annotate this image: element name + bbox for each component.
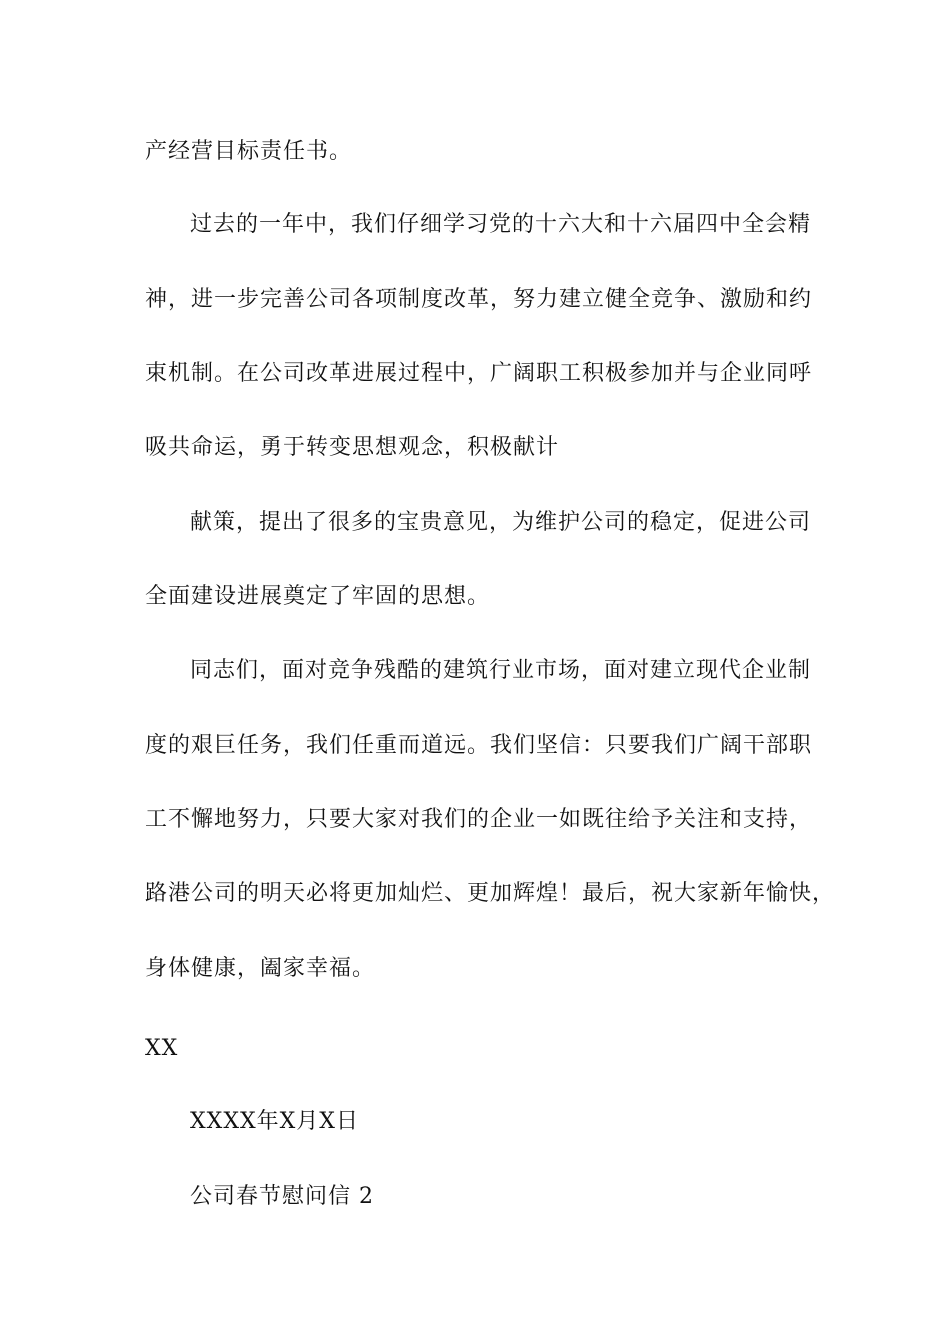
body-line: 献策，提出了很多的宝贵意见，为维护公司的稳定，促进公司 [190, 510, 812, 535]
body-line: 神，进一步完善公司各项制度改革，努力建立健全竞争、激励和约 [145, 287, 813, 312]
body-line: 全面建设进展奠定了牢固的思想。 [145, 584, 491, 609]
body-line: 束机制。在公司改革进展过程中，广阔职工积极参加并与企业同呼 [145, 361, 813, 386]
body-line: 过去的一年中，我们仔细学习党的十六大和十六届四中全会精 [190, 212, 812, 237]
section-title: 公司春节慰问信 2 [190, 1184, 374, 1209]
signature: XX [145, 1036, 179, 1061]
body-line: 工不懈地努力，只要大家对我们的企业一如既往给予关注和支持， [145, 807, 813, 832]
body-line: 身体健康，阖家幸福。 [145, 956, 376, 981]
body-line: 度的艰巨任务，我们任重而道远。我们坚信：只要我们广阔干部职 [145, 733, 813, 758]
body-line: 吸共命运，勇于转变思想观念，积极献计 [145, 435, 560, 460]
body-line: 同志们，面对竞争残酷的建筑行业市场，面对建立现代企业制 [190, 658, 812, 683]
date-line: XXXX年X月X日 [190, 1109, 359, 1134]
body-line: 路港公司的明天必将更加灿烂、更加辉煌！最后，祝大家新年愉快， [145, 881, 836, 906]
body-line: 产经营目标责任书。 [145, 139, 353, 164]
